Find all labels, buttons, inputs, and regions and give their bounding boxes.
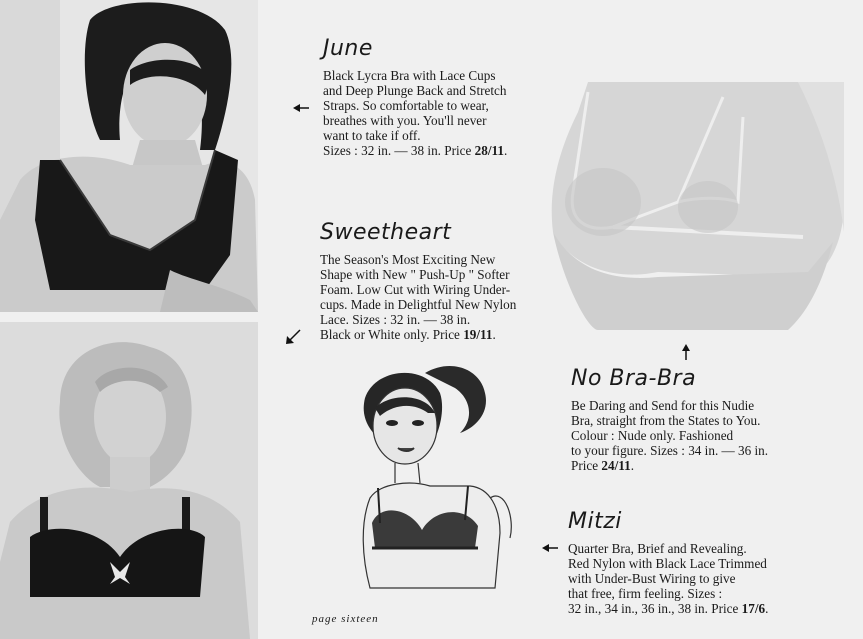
- product-sizes-label: Black or White only. Price: [320, 327, 464, 342]
- product-sweetheart: [320, 222, 560, 342]
- sweetheart-model-photo: [0, 322, 258, 639]
- june-model-photo: [0, 0, 258, 312]
- product-price-line: [323, 143, 558, 158]
- product-price-line: [320, 327, 560, 342]
- arrow-up-icon: [676, 342, 696, 362]
- product-no-bra-bra: [571, 368, 831, 473]
- arrow-down-left-icon: [283, 327, 303, 347]
- price-period: .: [765, 601, 769, 616]
- product-name: No Bra-Bra: [571, 366, 697, 391]
- product-price-line: [568, 601, 838, 616]
- product-sizes-label: 32 in., 34 in., 36 in., 38 in. Price: [568, 601, 742, 616]
- product-price: 19/11: [463, 327, 493, 342]
- price-period: .: [630, 458, 635, 473]
- price-period: .: [492, 327, 496, 342]
- product-price: 28/11: [474, 143, 504, 158]
- mitzi-illustration: [350, 358, 520, 598]
- product-description: Be Daring and Send for this Nudie Bra, straight from the States to You. Colour : Nude only. Fashioned to your figure. Sizes : 34 in. — 36 in.: [571, 398, 769, 458]
- product-mitzi: [568, 511, 838, 616]
- product-name: Mitzi: [568, 509, 622, 534]
- product-description: The Season's Most Exciting New Shape with New " Push-Up " Softer Foam. Low Cut with Wiring Under- cups. Made in Delightful New Nylon Lace. Sizes : 32 in. — 38 in.: [320, 252, 517, 327]
- product-price: 17/6: [741, 601, 766, 616]
- arrow-left-icon: [540, 538, 560, 558]
- price-period: .: [503, 143, 508, 158]
- arrow-left-icon: [291, 98, 311, 118]
- product-description: Quarter Bra, Brief and Revealing. Red Nylon with Black Lace Trimmed with Under-Bust Wiring to give that free, firm feeling. Sizes :: [568, 541, 767, 601]
- product-sizes-label: Sizes : 32 in. — 38 in. Price: [323, 143, 475, 158]
- nobra-product-photo: [548, 82, 844, 330]
- product-description: Black Lycra Bra with Lace Cups and Deep Plunge Back and Stretch Straps. So comfortable to wear, breathes with you. You'll never want to take if off.: [323, 68, 507, 143]
- product-name: June: [323, 36, 373, 61]
- page-number: page sixteen: [312, 613, 379, 625]
- product-name: Sweetheart: [320, 220, 452, 245]
- product-june: [323, 38, 558, 158]
- product-price: 24/11: [601, 458, 631, 473]
- product-price-line: [571, 458, 831, 473]
- product-sizes-label: Price: [571, 458, 602, 473]
